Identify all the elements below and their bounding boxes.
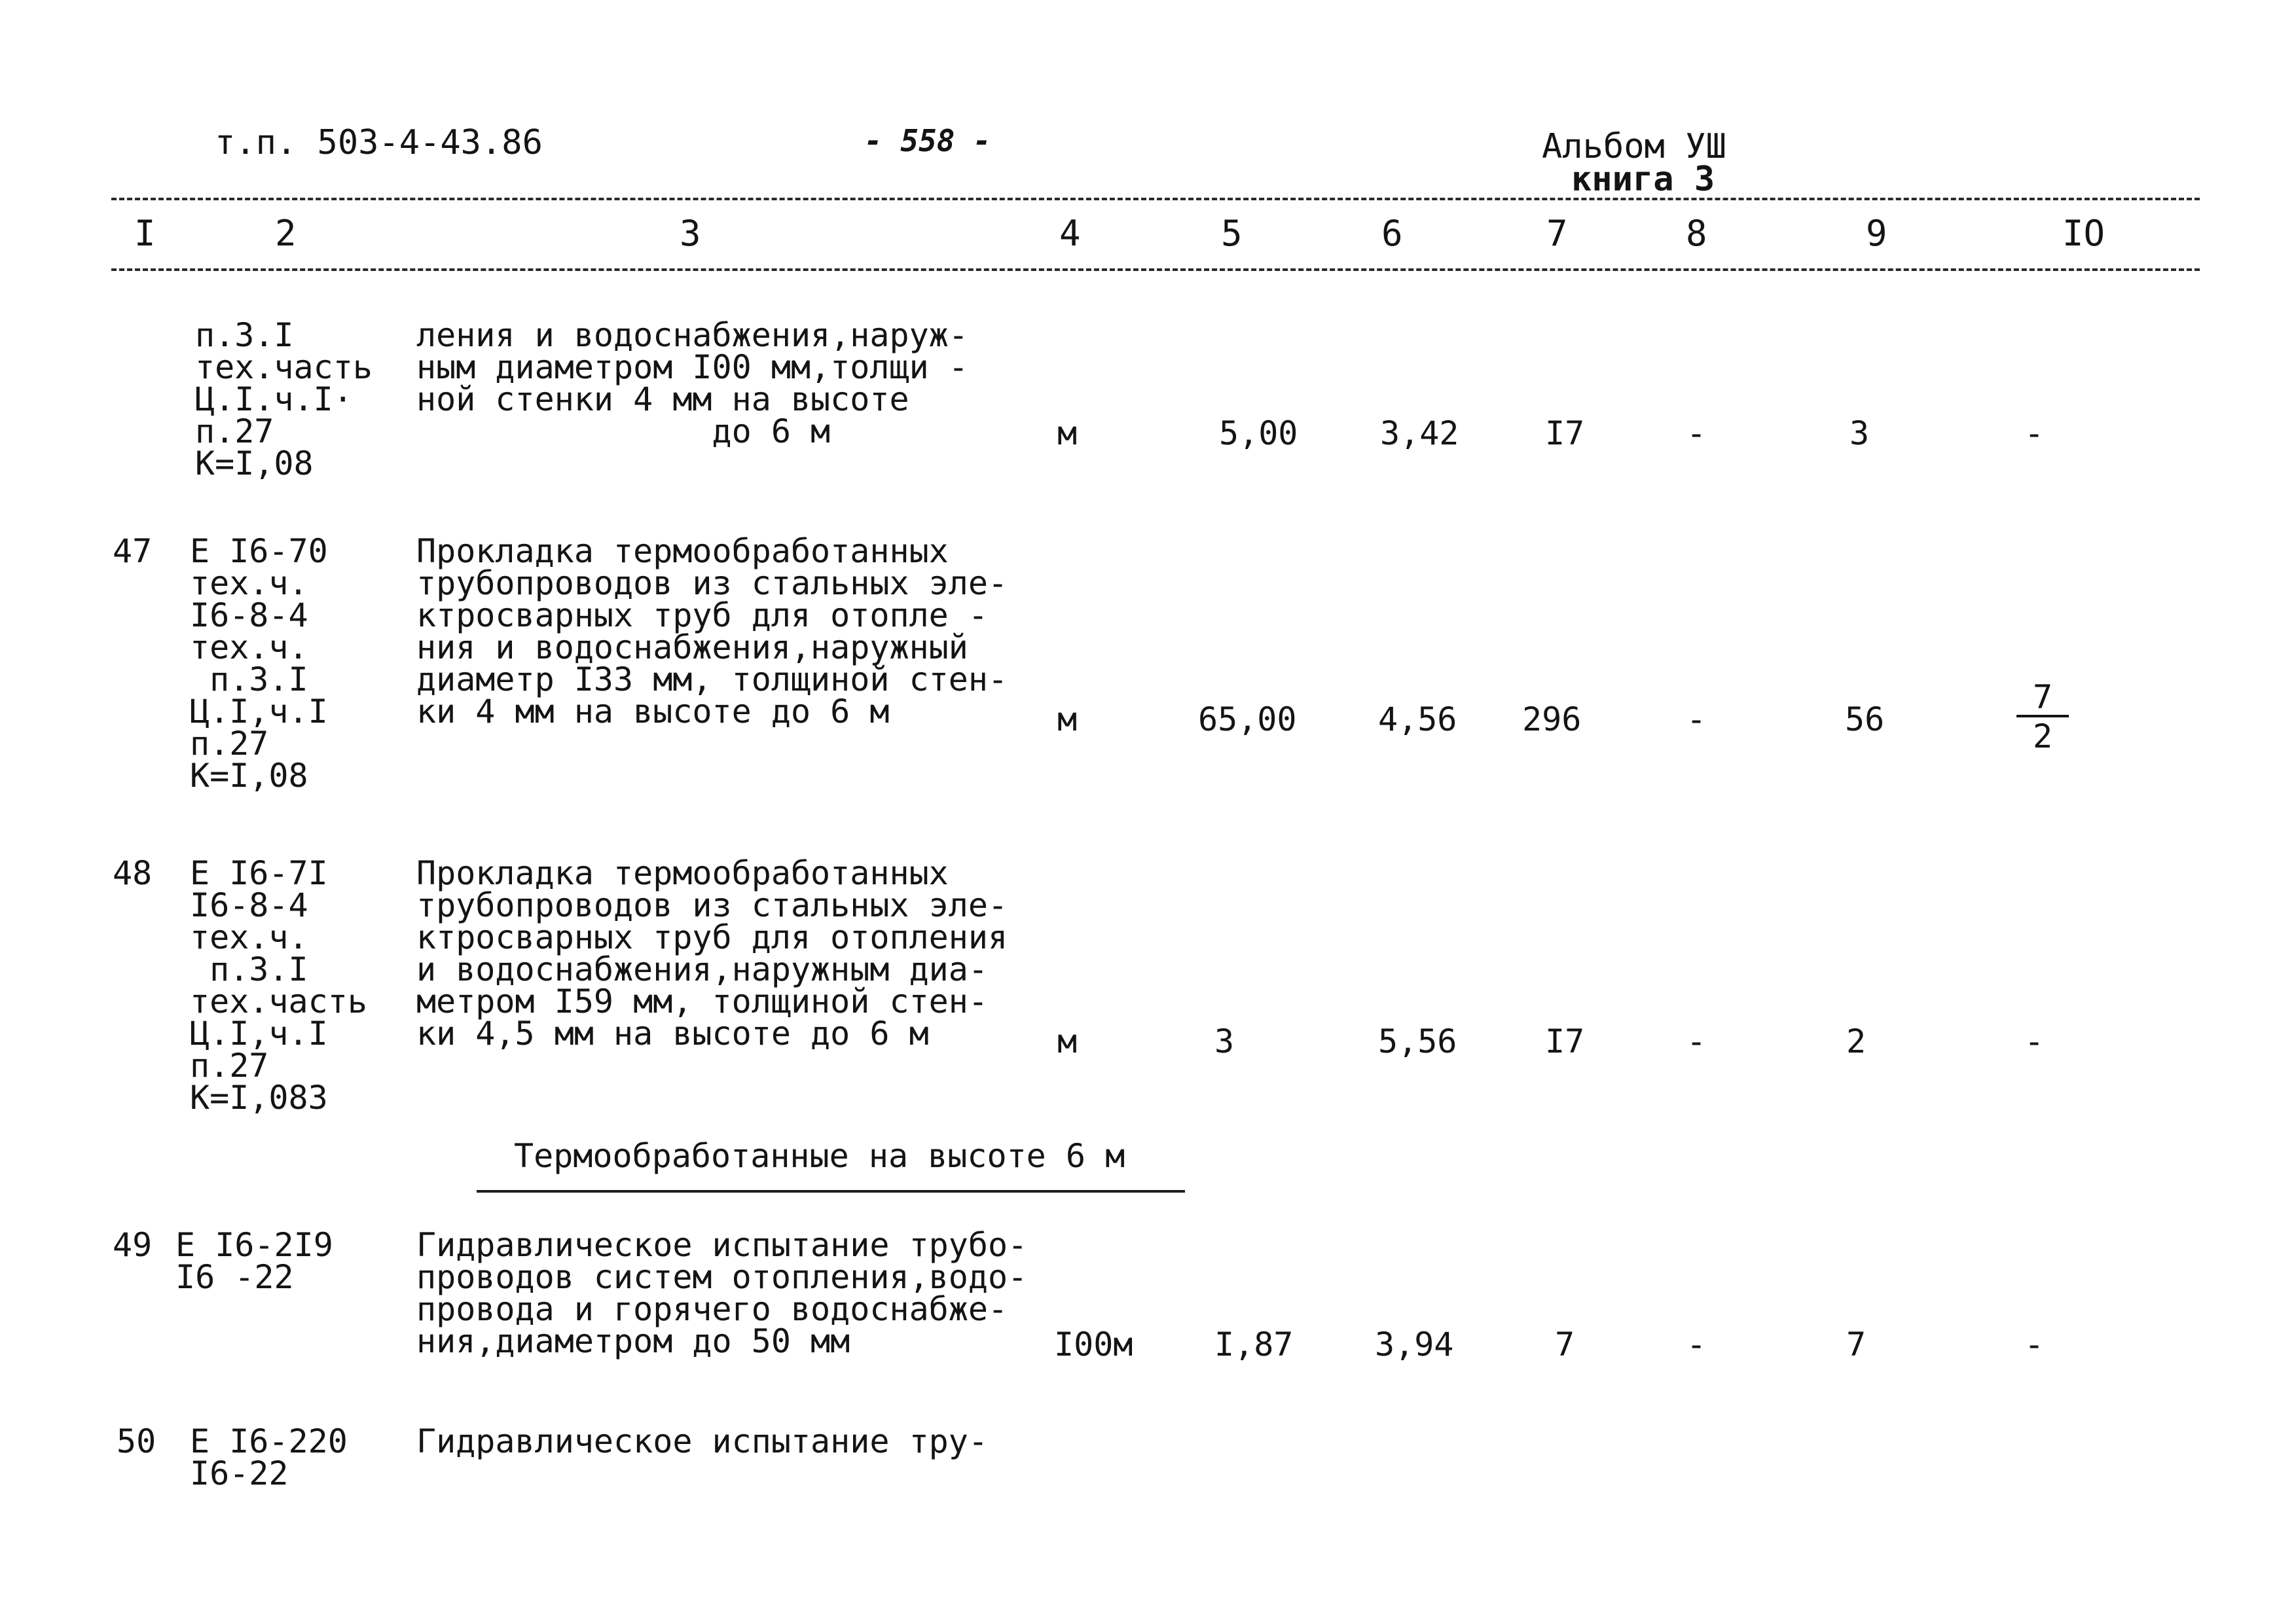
column-number-10: IO: [2062, 213, 2105, 254]
row-quantity: 5,00: [1219, 414, 1298, 452]
row-col8: -: [1686, 1326, 1707, 1363]
row-quantity: 65,00: [1198, 700, 1297, 738]
column-number-2: 2: [275, 213, 297, 254]
row-total: 296: [1522, 700, 1582, 738]
row-quantity: I,87: [1214, 1326, 1294, 1363]
row-description: Гидравлическое испытание трубо- проводов систем отопления,водо- провода и горячего водоснабже- ния,диаметром до 50 мм: [416, 1226, 1028, 1360]
header-top-rule: [111, 198, 2200, 200]
album-label: Альбом УШ: [1542, 127, 1726, 166]
row-col10: -: [2024, 414, 2045, 452]
column-number-9: 9: [1866, 213, 1887, 254]
row-description: ления и водоснабжения,наруж- ным диаметром I00 мм,толщи - ной стенки 4 мм на высоте до 6 м: [416, 316, 968, 450]
row-col9: 56: [1845, 700, 1885, 738]
row-basis: п.3.I тех.часть Ц.I.ч.I· п.27 К=I,08: [195, 316, 373, 482]
fraction-numerator: 7: [2032, 678, 2053, 716]
row-basis: Е I6-220 I6-22: [190, 1422, 348, 1492]
row-unit: м: [1057, 414, 1078, 452]
row-unit: м: [1057, 700, 1078, 738]
row-col9: 2: [1846, 1022, 1867, 1060]
row-description: Прокладка термообработанных трубопроводов из стальных эле- ктросварных труб для отопле - ния и водоснабжения,наружный диаметр I33 мм, толщиной стен- ки 4 мм на высоте до 6 м: [416, 532, 1008, 731]
column-number-1: I: [134, 213, 156, 254]
row-number: 50: [117, 1422, 156, 1460]
row-price: 5,56: [1378, 1022, 1457, 1060]
row-col10: -: [2024, 1326, 2045, 1363]
row-col8: -: [1686, 414, 1707, 452]
row-description: Прокладка термообработанных трубопроводов из стальных эле- ктросварных труб для отопления и водоснабжения,наружным диа- метром I59 мм, толщиной стен- ки 4,5 мм на высоте до 6 м: [416, 854, 1008, 1053]
row-number: 49: [113, 1226, 153, 1264]
row-quantity: 3: [1214, 1022, 1235, 1060]
header-bottom-rule: [111, 268, 2200, 271]
section-heading-underline: [477, 1190, 1185, 1193]
row-col8: -: [1686, 700, 1707, 738]
row-total: 7: [1555, 1326, 1575, 1363]
column-number-5: 5: [1221, 213, 1243, 254]
column-number-4: 4: [1059, 213, 1081, 254]
section-heading: Термообработанные на высоте 6 м: [514, 1137, 1125, 1175]
row-unit: I00м: [1054, 1326, 1133, 1363]
row-unit: м: [1057, 1022, 1078, 1060]
row-col10-fraction: [2016, 678, 2069, 755]
column-number-7: 7: [1546, 213, 1568, 254]
row-price: 3,42: [1380, 414, 1459, 452]
row-number: 47: [113, 532, 153, 570]
document-reference: т.п. 503-4-43.86: [215, 123, 543, 162]
row-col9: 7: [1846, 1326, 1867, 1363]
page-number: - 558 -: [864, 123, 991, 158]
row-price: 4,56: [1378, 700, 1457, 738]
row-basis: Е I6-2I9 I6 -22: [175, 1226, 333, 1296]
row-description: Гидравлическое испытание тру-: [416, 1422, 988, 1460]
row-price: 3,94: [1375, 1326, 1454, 1363]
column-number-8: 8: [1686, 213, 1707, 254]
column-number-3: 3: [680, 213, 701, 254]
row-col10: -: [2024, 1022, 2045, 1060]
row-number: 48: [113, 854, 153, 892]
row-total: I7: [1545, 414, 1585, 452]
book-label: книга 3: [1571, 160, 1715, 199]
row-basis: Е I6-70 тех.ч. I6-8-4 тех.ч. п.3.I Ц.I,ч.I п.27 К=I,08: [190, 532, 328, 795]
fraction-denominator: 2: [2032, 717, 2053, 755]
column-number-6: 6: [1381, 213, 1403, 254]
row-col9: 3: [1850, 414, 1870, 452]
row-col8: -: [1686, 1022, 1707, 1060]
row-basis: Е I6-7I I6-8-4 тех.ч. п.3.I тех.часть Ц.I,ч.I п.27 К=I,083: [190, 854, 367, 1117]
row-total: I7: [1545, 1022, 1585, 1060]
